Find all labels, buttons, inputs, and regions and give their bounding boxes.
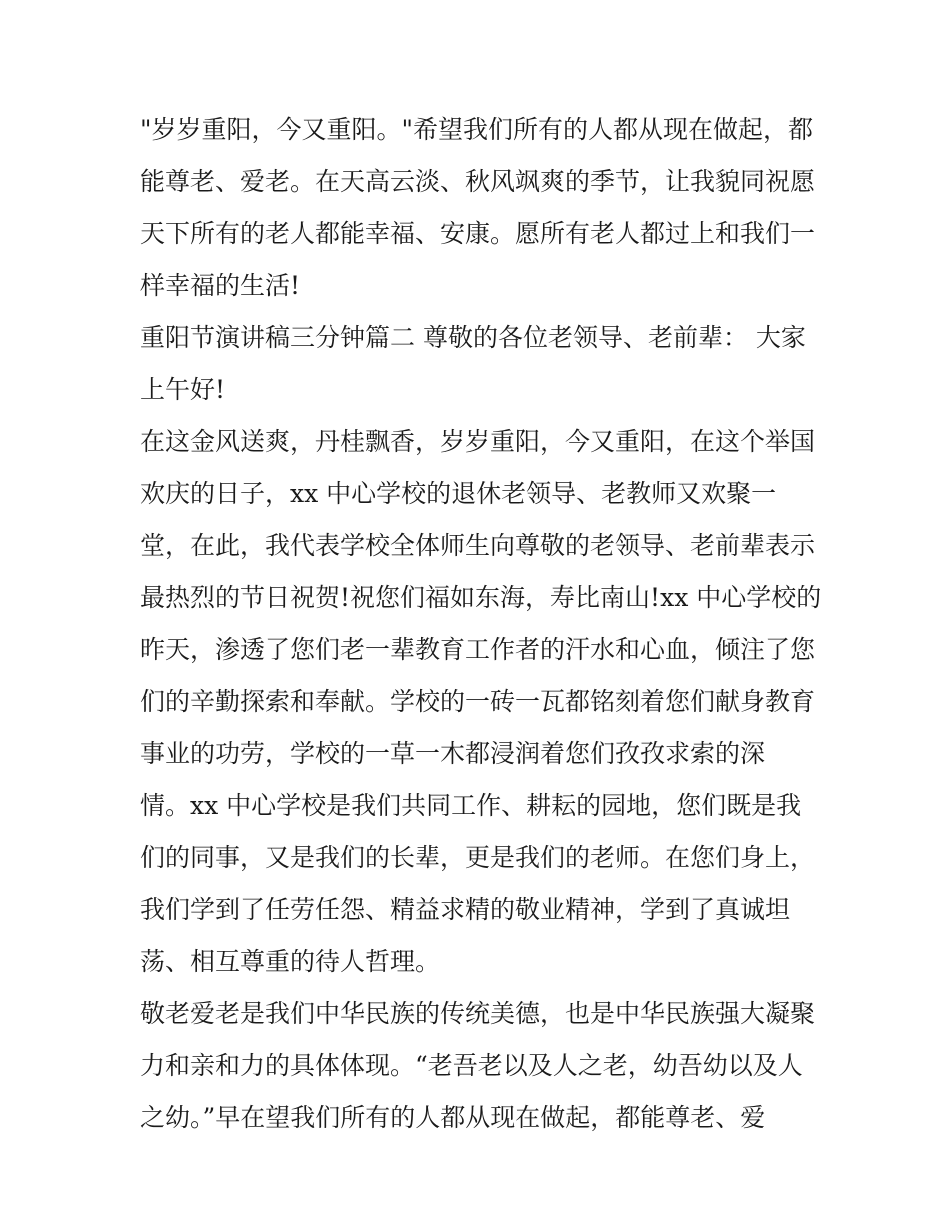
text-line: 之幼。”早在望我们所有的人都从现在做起，都能尊老、爱 (140, 1103, 766, 1132)
text-line: 堂，在此，我代表学校全体师生向尊敬的老领导、老前辈表示 (140, 531, 816, 560)
text-line: 事业的功劳，学校的一草一木都浸润着您们孜孜求索的深 (140, 739, 766, 768)
text-line: 重阳节演讲稿三分钟篇二 尊敬的各位老领导、老前辈： 大家 (140, 323, 806, 352)
text-line: 我们学到了任劳任怨、精益求精的敬业精神，学到了真诚坦 (140, 895, 791, 924)
text-line: 能尊老、爱老。在天高云淡、秋风飒爽的季节，让我貌同祝愿 (140, 167, 816, 196)
document-body (140, 104, 820, 1144)
text-line: 荡、相互尊重的待人哲理。 (140, 947, 441, 976)
text-line: 昨天，渗透了您们老一辈教育工作者的汗水和心血，倾注了您 (140, 635, 816, 664)
text-line: 力和亲和力的具体体现。“老吾老以及人之老，幼吾幼以及人 (140, 1051, 803, 1080)
text-line: 天下所有的老人都能幸福、安康。愿所有老人都过上和我们一 (140, 219, 816, 248)
text-line: "岁岁重阳，今又重阳。"希望我们所有的人都从现在做起，都 (140, 115, 814, 144)
text-line: 样幸福的生活! (140, 271, 301, 300)
text-line: 在这金风送爽，丹桂飘香，岁岁重阳，今又重阳，在这个举国 (140, 427, 816, 456)
text-line: 们的同事，又是我们的长辈，更是我们的老师。在您们身上， (140, 843, 816, 872)
text-line: 欢庆的日子，xx 中心学校的退休老领导、老教师又欢聚一 (140, 479, 777, 508)
text-line: 上午好! (140, 375, 226, 404)
text-line: 情。xx 中心学校是我们共同工作、耕耘的园地，您们既是我 (140, 791, 802, 820)
text-line: 们的辛勤探索和奉献。学校的一砖一瓦都铭刻着您们献身教育 (140, 687, 816, 716)
text-line: 敬老爱老是我们中华民族的传统美德，也是中华民族强大凝聚 (140, 999, 816, 1028)
text-line: 最热烈的节日祝贺!祝您们福如东海，寿比南山!xx 中心学校的 (140, 583, 822, 612)
